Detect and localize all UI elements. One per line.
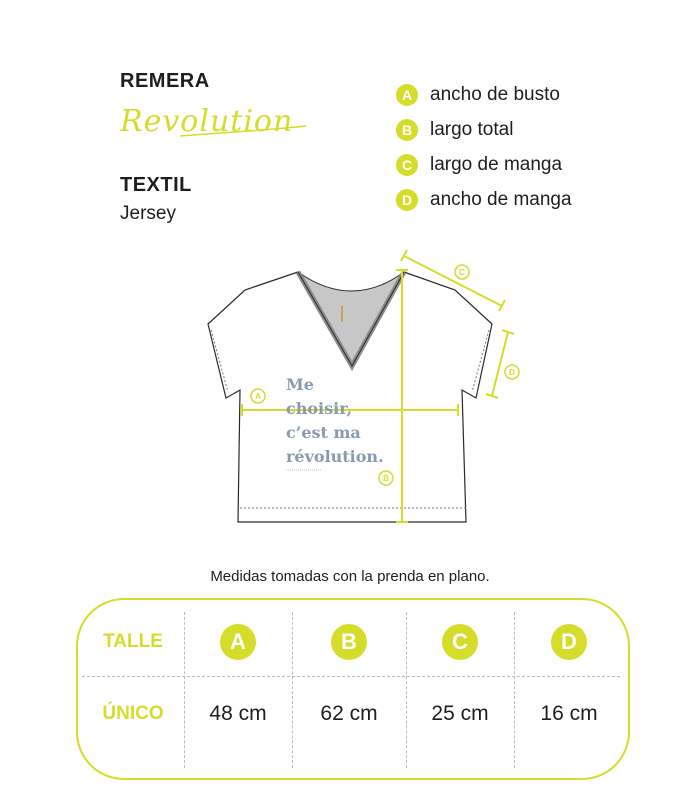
print-line-1: Me	[286, 375, 314, 394]
legend-badge-b: B	[396, 119, 418, 141]
table-header-cell	[408, 614, 512, 670]
print-line-4: révolution.	[286, 447, 384, 466]
fabric-value: Jersey	[120, 203, 176, 224]
value-a: 48 cm	[209, 702, 267, 725]
table-col-divider	[406, 612, 407, 768]
product-name-logo: Revolution	[120, 104, 294, 139]
marker-a: A	[255, 392, 261, 401]
fabric-label: TEXTIL	[120, 174, 192, 196]
legend-text-a: ancho de busto	[430, 84, 560, 105]
table-col-divider	[184, 612, 185, 768]
legend-text-b: largo total	[430, 119, 514, 140]
table-header-cell	[294, 614, 404, 670]
column-badge-d: D	[551, 624, 587, 660]
legend-badge-a: A	[396, 84, 418, 106]
legend-text-d: ancho de manga	[430, 189, 572, 210]
value-b: 62 cm	[320, 702, 378, 725]
print-line-3: c’est ma	[286, 423, 361, 442]
legend-text-c: largo de manga	[430, 154, 563, 175]
table-cell	[408, 686, 512, 742]
value-c: 25 cm	[431, 702, 489, 725]
column-badge-b: B	[331, 624, 367, 660]
table-row-label-cell	[84, 686, 182, 742]
table-header-cell	[186, 614, 290, 670]
column-badge-a: A	[220, 624, 256, 660]
value-d: 16 cm	[540, 702, 598, 725]
column-badge-c: C	[442, 624, 478, 660]
table-row-divider	[82, 676, 620, 677]
table-header-label: TALLE	[103, 631, 163, 652]
legend-badge-d: D	[396, 189, 418, 211]
table-col-divider	[292, 612, 293, 768]
product-type: REMERA	[120, 70, 210, 92]
marker-d: D	[509, 368, 515, 377]
marker-b: B	[383, 474, 389, 483]
print-line-2: choisir,	[286, 399, 353, 418]
table-cell	[186, 686, 290, 742]
table-col-divider	[514, 612, 515, 768]
table-header-cell	[516, 614, 622, 670]
legend-badge-c: C	[396, 154, 418, 176]
table-row-label: ÚNICO	[102, 703, 164, 724]
table-cell	[516, 686, 622, 742]
table-cell	[294, 686, 404, 742]
table-header-label-cell	[84, 614, 182, 670]
marker-c: C	[459, 268, 465, 277]
measurement-note: Medidas tomadas con la prenda en plano.	[210, 568, 490, 585]
